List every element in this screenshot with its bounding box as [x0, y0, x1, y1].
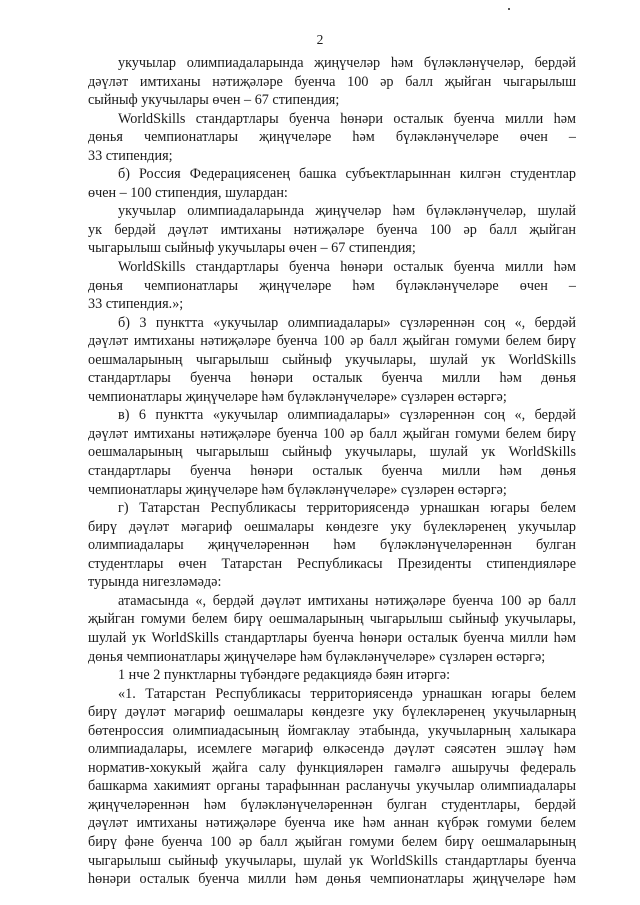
- text-line: бирү дәүләт мәгариф оешмалары көндезге уку бүлекләренең укучылар: [88, 518, 576, 535]
- text-line: укучылар олимпиадаларында җиңүчеләр һәм бүләкләнүчеләр, шулай: [118, 203, 576, 220]
- text-line: олимпиадалары, исемлеге мәгариф өлкәсендә дәүләт сәясәтен эшләү һәм: [88, 741, 576, 758]
- text-line: бөтенроссия олимпиадасының йомгаклау этабында, укучыларның халыкара: [88, 722, 576, 739]
- text-line: оешмаларының чыгарылыш сыйныф укучылары, шулай ук WorldSkills: [88, 351, 576, 368]
- text-line: укучылар олимпиадаларында җиңүчеләр һәм бүләкләнүчеләр, бердәй: [118, 55, 576, 71]
- text-line: студентлары өчен Татарстан Республикасы Президенты стипендияләре: [88, 555, 576, 572]
- text-line: г) Татарстан Республикасы территориясендә урнашкан югары белем: [118, 500, 576, 517]
- text-line: 1 нче 2 пунктларны түбәндәге редакциядә бәян итәргә:: [118, 667, 451, 684]
- document-body: [88, 54, 576, 889]
- text-line: чемпионатлары җиңүчеләре һәм бүләкләнүчеләре» сүзләрен өстәргә;: [88, 388, 507, 405]
- text-line: бирү фәне буенча 100 әр балл җыйган гомуми белем бирү оешмаларының: [88, 833, 576, 850]
- text-line: өчен – 100 стипендия, шулардан:: [88, 184, 288, 201]
- text-line: дөнья чемпионатлары җиңүчеләре һәм бүләкләнүчеләре өчен –: [88, 129, 576, 146]
- text-line: һөнәри осталык буенча милли һәм дөнья чемпионатлары җиңүчеләре һәм: [88, 871, 576, 888]
- text-line: сыйныф укучылары өчен – 67 стипендия;: [88, 92, 340, 109]
- text-line: б) 3 пунктта «укучылар олимпиадалары» сүзләреннән соң «, бердәй: [118, 314, 576, 331]
- page-number: 2: [316, 32, 324, 47]
- text-line: «1. Татарстан Республикасы территориясендә урнашкан югары белем: [118, 685, 576, 702]
- text-line: дөнья чемпионатлары җиңүчеләре һәм бүләкләнүчеләре» сүзләрен өстәргә;: [88, 648, 546, 665]
- text-line: дәүләт имтиханы нәтиҗәләре буенча 100 әр балл җыйган гомуми белем бирү: [88, 425, 576, 442]
- text-line: 33 стипендия;: [88, 147, 173, 164]
- text-line: 33 стипендия.»;: [88, 296, 184, 313]
- text-line: шулай ук WorldSkills стандартлары буенча һөнәри осталык буенча милли һәм: [88, 629, 576, 646]
- text-line: җиңүчеләреннән һәм бүләкләнүчеләреннән булган студентлары, бердәй: [88, 796, 576, 813]
- text-line: стандартлары буенча һөнәри осталык буенча милли һәм дөнья: [88, 370, 576, 387]
- text-line: оешмаларының чыгарылыш сыйныф укучылары, шулай ук WorldSkills: [88, 444, 576, 461]
- scan-dot: [508, 8, 510, 10]
- text-line: чемпионатлары җиңүчеләре һәм бүләкләнүчеләре» сүзләрен өстәргә;: [88, 481, 507, 498]
- text-line: чыгарылыш сыйныф укучылары, шулай ук WorldSkills стандартлары буенча: [88, 852, 576, 869]
- text-line: турында нигезләмәдә:: [88, 574, 222, 591]
- text-line: бирү дәүләт мәгариф оешмалары көндезге уку бүлекләренең укучыларның: [88, 704, 576, 721]
- text-line: норматив-хокукый җайга салу функцияләрен гамәлгә ашыручы федераль: [88, 759, 576, 776]
- text-line: дөнья чемпионатлары җиңүчеләре һәм бүләкләнүчеләре өчен –: [88, 277, 576, 294]
- text-line: җыйган гомуми белем бирү оешмаларының чыгарылыш сыйныф укучылары,: [88, 611, 576, 628]
- text-line: дәүләт имтиханы нәтиҗәләре буенча ике һәм аннан күбрәк гомуми белем: [88, 815, 576, 832]
- text-line: WorldSkills стандартлары буенча һөнәри осталык буенча милли һәм: [118, 259, 576, 276]
- text-line: атамасында «, бердәй дәүләт имтиханы нәтиҗәләре буенча 100 әр балл: [118, 592, 576, 609]
- text-line: дәүләт имтиханы нәтиҗәләре буенча 100 әр балл җыйган гомуми белем бирү: [88, 333, 576, 350]
- text-line: чыгарылыш сыйныф укучылары өчен – 67 стипендия;: [88, 240, 416, 257]
- text-line: стандартлары буенча һөнәри осталык буенча милли һәм дөнья: [88, 463, 576, 480]
- text-line: ук бердәй дәүләт имтиханы нәтиҗәләре буенча 100 әр балл җыйган: [88, 221, 576, 238]
- text-line: б) Россия Федерациясенең башка субъектларыннан килгән студентлар: [118, 166, 576, 183]
- text-line: WorldSkills стандартлары буенча һөнәри осталык буенча милли һәм: [118, 110, 576, 127]
- text-line: в) 6 пунктта «укучылар олимпиадалары» сүзләреннән соң «, бердәй: [118, 407, 576, 424]
- text-line: олимпиадалары җиңүчеләреннән һәм бүләкләнүчеләреннән булган: [88, 537, 576, 554]
- text-line: дәүләт имтиханы нәтиҗәләре буенча 100 әр балл җыйган чыгарылыш: [88, 73, 576, 90]
- text-line: башкарма хакимият органы тарафыннан расланучы укучылар олимпиадалары: [88, 778, 576, 795]
